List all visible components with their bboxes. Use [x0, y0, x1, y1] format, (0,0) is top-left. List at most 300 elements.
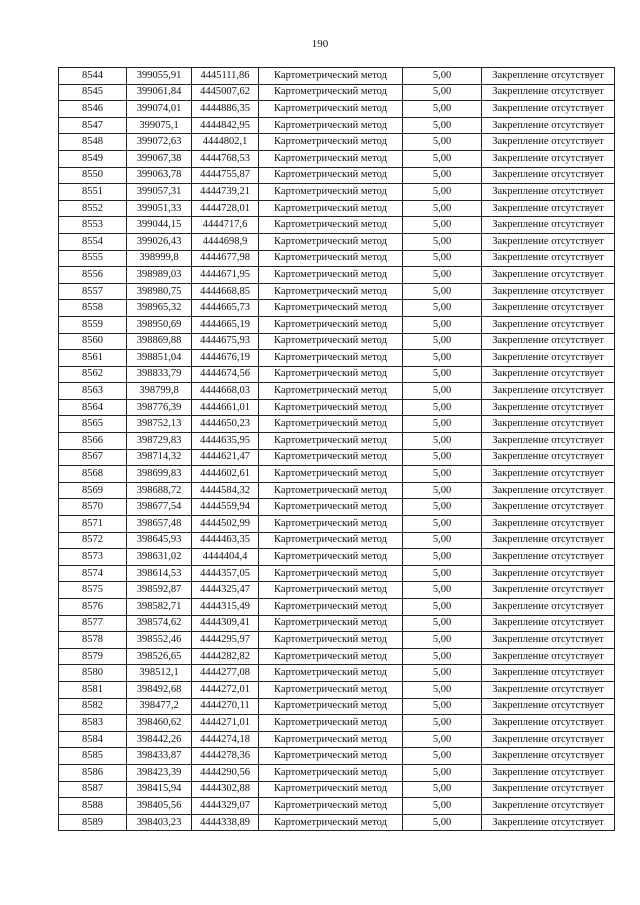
- coordinates-table: [58, 67, 615, 831]
- cell-fixation: Закрепление отсутствует: [482, 416, 615, 433]
- cell-coord-y: 4444338,89: [192, 814, 259, 831]
- table-row: [59, 84, 615, 101]
- cell-method: Картометрический метод: [259, 84, 403, 101]
- cell-method: Картометрический метод: [259, 482, 403, 499]
- cell-coord-y: 4444270,11: [192, 698, 259, 715]
- cell-fixation: Закрепление отсутствует: [482, 167, 615, 184]
- cell-point-number: 8589: [59, 814, 127, 831]
- cell-method: Картометрический метод: [259, 366, 403, 383]
- cell-fixation: Закрепление отсутствует: [482, 250, 615, 267]
- cell-coord-x: 398403,23: [127, 814, 192, 831]
- table-row: [59, 764, 615, 781]
- cell-coord-y: 4444755,87: [192, 167, 259, 184]
- cell-precision: 5,00: [403, 516, 482, 533]
- cell-coord-y: 4444668,03: [192, 383, 259, 400]
- cell-precision: 5,00: [403, 599, 482, 616]
- cell-point-number: 8583: [59, 715, 127, 732]
- cell-point-number: 8578: [59, 632, 127, 649]
- cell-coord-y: 4444675,93: [192, 333, 259, 350]
- cell-fixation: Закрепление отсутствует: [482, 184, 615, 201]
- cell-point-number: 8561: [59, 350, 127, 367]
- cell-coord-y: 4444584,32: [192, 482, 259, 499]
- cell-coord-y: 4444671,95: [192, 267, 259, 284]
- cell-point-number: 8551: [59, 184, 127, 201]
- cell-fixation: Закрепление отсутствует: [482, 150, 615, 167]
- cell-method: Картометрический метод: [259, 565, 403, 582]
- cell-method: Картометрический метод: [259, 300, 403, 317]
- cell-coord-y: 4445007,62: [192, 84, 259, 101]
- cell-precision: 5,00: [403, 499, 482, 516]
- cell-coord-y: 4444886,35: [192, 101, 259, 118]
- table-row: [59, 449, 615, 466]
- cell-precision: 5,00: [403, 184, 482, 201]
- cell-coord-y: 4444728,01: [192, 200, 259, 217]
- cell-coord-y: 4444329,07: [192, 798, 259, 815]
- cell-precision: 5,00: [403, 283, 482, 300]
- cell-method: Картометрический метод: [259, 250, 403, 267]
- cell-point-number: 8582: [59, 698, 127, 715]
- cell-point-number: 8572: [59, 532, 127, 549]
- table-row: [59, 482, 615, 499]
- table-row: [59, 200, 615, 217]
- cell-fixation: Закрепление отсутствует: [482, 466, 615, 483]
- cell-coord-y: 4444802,1: [192, 134, 259, 151]
- table-row: [59, 433, 615, 450]
- page-number: 190: [311, 38, 329, 50]
- cell-precision: 5,00: [403, 101, 482, 118]
- table-row: [59, 814, 615, 831]
- table-row: [59, 150, 615, 167]
- table-row: [59, 549, 615, 566]
- cell-point-number: 8564: [59, 399, 127, 416]
- table-row: [59, 250, 615, 267]
- cell-coord-y: 4444650,23: [192, 416, 259, 433]
- cell-coord-x: 398833,79: [127, 366, 192, 383]
- cell-fixation: Закрепление отсутствует: [482, 648, 615, 665]
- cell-precision: 5,00: [403, 466, 482, 483]
- cell-point-number: 8574: [59, 565, 127, 582]
- cell-fixation: Закрепление отсутствует: [482, 665, 615, 682]
- cell-precision: 5,00: [403, 250, 482, 267]
- table-row: [59, 416, 615, 433]
- cell-precision: 5,00: [403, 781, 482, 798]
- cell-coord-x: 398582,71: [127, 599, 192, 616]
- cell-coord-x: 399072,63: [127, 134, 192, 151]
- cell-point-number: 8573: [59, 549, 127, 566]
- table-row: [59, 516, 615, 533]
- cell-fixation: Закрепление отсутствует: [482, 366, 615, 383]
- cell-coord-x: 398799,8: [127, 383, 192, 400]
- cell-point-number: 8550: [59, 167, 127, 184]
- cell-method: Картометрический метод: [259, 549, 403, 566]
- cell-fixation: Закрепление отсутствует: [482, 582, 615, 599]
- cell-point-number: 8568: [59, 466, 127, 483]
- cell-fixation: Закрепление отсутствует: [482, 217, 615, 234]
- cell-precision: 5,00: [403, 333, 482, 350]
- cell-fixation: Закрепление отсутствует: [482, 632, 615, 649]
- cell-method: Картометрический метод: [259, 764, 403, 781]
- cell-point-number: 8584: [59, 731, 127, 748]
- cell-coord-x: 398950,69: [127, 316, 192, 333]
- cell-precision: 5,00: [403, 582, 482, 599]
- cell-coord-y: 4444463,35: [192, 532, 259, 549]
- cell-method: Картометрический метод: [259, 532, 403, 549]
- cell-coord-y: 4444357,05: [192, 565, 259, 582]
- cell-coord-y: 4444677,98: [192, 250, 259, 267]
- cell-coord-x: 398752,13: [127, 416, 192, 433]
- cell-method: Картометрический метод: [259, 814, 403, 831]
- cell-fixation: Закрепление отсутствует: [482, 399, 615, 416]
- cell-point-number: 8560: [59, 333, 127, 350]
- cell-method: Картометрический метод: [259, 134, 403, 151]
- table-row: [59, 233, 615, 250]
- cell-precision: 5,00: [403, 814, 482, 831]
- cell-coord-y: 4444665,73: [192, 300, 259, 317]
- cell-fixation: Закрепление отсутствует: [482, 134, 615, 151]
- cell-precision: 5,00: [403, 764, 482, 781]
- cell-method: Картометрический метод: [259, 582, 403, 599]
- cell-fixation: Закрепление отсутствует: [482, 565, 615, 582]
- cell-precision: 5,00: [403, 167, 482, 184]
- cell-fixation: Закрепление отсутствует: [482, 433, 615, 450]
- cell-point-number: 8545: [59, 84, 127, 101]
- cell-point-number: 8552: [59, 200, 127, 217]
- cell-coord-x: 398851,04: [127, 350, 192, 367]
- table-row: [59, 748, 615, 765]
- cell-coord-x: 398512,1: [127, 665, 192, 682]
- cell-precision: 5,00: [403, 84, 482, 101]
- table-row: [59, 632, 615, 649]
- cell-coord-y: 4445111,86: [192, 68, 259, 85]
- cell-method: Картометрический метод: [259, 233, 403, 250]
- cell-fixation: Закрепление отсутствует: [482, 383, 615, 400]
- cell-method: Картометрический метод: [259, 599, 403, 616]
- cell-precision: 5,00: [403, 416, 482, 433]
- table-row: [59, 383, 615, 400]
- cell-coord-x: 399057,31: [127, 184, 192, 201]
- table-row: [59, 715, 615, 732]
- cell-coord-x: 398729,83: [127, 433, 192, 450]
- cell-precision: 5,00: [403, 681, 482, 698]
- cell-coord-y: 4444315,49: [192, 599, 259, 616]
- table-row: [59, 167, 615, 184]
- cell-coord-y: 4444768,53: [192, 150, 259, 167]
- cell-method: Картометрический метод: [259, 798, 403, 815]
- cell-coord-x: 398477,2: [127, 698, 192, 715]
- cell-coord-x: 398677,54: [127, 499, 192, 516]
- cell-method: Картометрический метод: [259, 416, 403, 433]
- table-row: [59, 350, 615, 367]
- cell-fixation: Закрепление отсутствует: [482, 233, 615, 250]
- cell-coord-x: 398980,75: [127, 283, 192, 300]
- table-row: [59, 648, 615, 665]
- cell-method: Картометрический метод: [259, 350, 403, 367]
- table-row: [59, 101, 615, 118]
- cell-fixation: Закрепление отсутствует: [482, 300, 615, 317]
- cell-fixation: Закрепление отсутствует: [482, 798, 615, 815]
- cell-coord-x: 398999,8: [127, 250, 192, 267]
- cell-point-number: 8557: [59, 283, 127, 300]
- cell-point-number: 8571: [59, 516, 127, 533]
- cell-precision: 5,00: [403, 233, 482, 250]
- cell-fixation: Закрепление отсутствует: [482, 350, 615, 367]
- cell-point-number: 8555: [59, 250, 127, 267]
- cell-coord-y: 4444661,01: [192, 399, 259, 416]
- table-row: [59, 217, 615, 234]
- cell-point-number: 8556: [59, 267, 127, 284]
- cell-method: Картометрический метод: [259, 698, 403, 715]
- cell-fixation: Закрепление отсутствует: [482, 68, 615, 85]
- cell-precision: 5,00: [403, 449, 482, 466]
- cell-coord-x: 398442,26: [127, 731, 192, 748]
- cell-method: Картометрический метод: [259, 499, 403, 516]
- cell-fixation: Закрепление отсутствует: [482, 764, 615, 781]
- cell-fixation: Закрепление отсутствует: [482, 681, 615, 698]
- cell-method: Картометрический метод: [259, 283, 403, 300]
- table-row: [59, 134, 615, 151]
- cell-point-number: 8553: [59, 217, 127, 234]
- cell-method: Картометрический метод: [259, 150, 403, 167]
- cell-coord-y: 4444842,95: [192, 117, 259, 134]
- cell-fixation: Закрепление отсутствует: [482, 698, 615, 715]
- cell-coord-y: 4444272,01: [192, 681, 259, 698]
- cell-coord-x: 399061,84: [127, 84, 192, 101]
- cell-point-number: 8579: [59, 648, 127, 665]
- cell-fixation: Закрепление отсутствует: [482, 84, 615, 101]
- cell-method: Картометрический метод: [259, 748, 403, 765]
- cell-precision: 5,00: [403, 300, 482, 317]
- cell-method: Картометрический метод: [259, 117, 403, 134]
- table-row: [59, 333, 615, 350]
- cell-method: Картометрический метод: [259, 433, 403, 450]
- cell-point-number: 8569: [59, 482, 127, 499]
- cell-fixation: Закрепление отсутствует: [482, 715, 615, 732]
- cell-coord-x: 398433,87: [127, 748, 192, 765]
- cell-coord-x: 398714,32: [127, 449, 192, 466]
- cell-precision: 5,00: [403, 150, 482, 167]
- cell-fixation: Закрепление отсутствует: [482, 267, 615, 284]
- table-row: [59, 582, 615, 599]
- cell-coord-y: 4444325,47: [192, 582, 259, 599]
- cell-coord-y: 4444282,82: [192, 648, 259, 665]
- cell-fixation: Закрепление отсутствует: [482, 731, 615, 748]
- cell-method: Картометрический метод: [259, 217, 403, 234]
- cell-precision: 5,00: [403, 350, 482, 367]
- cell-method: Картометрический метод: [259, 781, 403, 798]
- cell-fixation: Закрепление отсутствует: [482, 781, 615, 798]
- cell-point-number: 8577: [59, 615, 127, 632]
- cell-coord-x: 399051,33: [127, 200, 192, 217]
- cell-method: Картометрический метод: [259, 731, 403, 748]
- cell-precision: 5,00: [403, 316, 482, 333]
- cell-precision: 5,00: [403, 715, 482, 732]
- cell-precision: 5,00: [403, 267, 482, 284]
- cell-precision: 5,00: [403, 134, 482, 151]
- cell-coord-y: 4444277,08: [192, 665, 259, 682]
- cell-coord-x: 399074,01: [127, 101, 192, 118]
- cell-coord-y: 4444698,9: [192, 233, 259, 250]
- cell-precision: 5,00: [403, 399, 482, 416]
- cell-coord-x: 399063,78: [127, 167, 192, 184]
- cell-coord-y: 4444295,97: [192, 632, 259, 649]
- cell-coord-x: 398699,83: [127, 466, 192, 483]
- cell-method: Картометрический метод: [259, 648, 403, 665]
- cell-coord-y: 4444404,4: [192, 549, 259, 566]
- cell-method: Картометрический метод: [259, 399, 403, 416]
- cell-coord-y: 4444274,18: [192, 731, 259, 748]
- cell-method: Картометрический метод: [259, 516, 403, 533]
- coordinates-table-body: [59, 68, 615, 831]
- cell-point-number: 8547: [59, 117, 127, 134]
- cell-fixation: Закрепление отсутствует: [482, 599, 615, 616]
- cell-method: Картометрический метод: [259, 316, 403, 333]
- cell-point-number: 8575: [59, 582, 127, 599]
- cell-fixation: Закрепление отсутствует: [482, 516, 615, 533]
- cell-method: Картометрический метод: [259, 200, 403, 217]
- cell-point-number: 8562: [59, 366, 127, 383]
- cell-method: Картометрический метод: [259, 681, 403, 698]
- cell-fixation: Закрепление отсутствует: [482, 482, 615, 499]
- cell-fixation: Закрепление отсутствует: [482, 814, 615, 831]
- cell-method: Картометрический метод: [259, 715, 403, 732]
- cell-precision: 5,00: [403, 549, 482, 566]
- cell-coord-x: 398688,72: [127, 482, 192, 499]
- cell-precision: 5,00: [403, 217, 482, 234]
- cell-precision: 5,00: [403, 366, 482, 383]
- cell-coord-y: 4444621,47: [192, 449, 259, 466]
- cell-coord-y: 4444278,36: [192, 748, 259, 765]
- cell-precision: 5,00: [403, 383, 482, 400]
- cell-coord-x: 398415,94: [127, 781, 192, 798]
- cell-method: Картометрический метод: [259, 167, 403, 184]
- table-row: [59, 466, 615, 483]
- cell-coord-y: 4444502,99: [192, 516, 259, 533]
- cell-point-number: 8565: [59, 416, 127, 433]
- cell-point-number: 8546: [59, 101, 127, 118]
- cell-point-number: 8559: [59, 316, 127, 333]
- cell-precision: 5,00: [403, 482, 482, 499]
- cell-fixation: Закрепление отсутствует: [482, 283, 615, 300]
- table-row: [59, 565, 615, 582]
- cell-point-number: 8585: [59, 748, 127, 765]
- cell-point-number: 8549: [59, 150, 127, 167]
- cell-coord-y: 4444635,95: [192, 433, 259, 450]
- cell-point-number: 8580: [59, 665, 127, 682]
- cell-fixation: Закрепление отсутствует: [482, 200, 615, 217]
- cell-method: Картометрический метод: [259, 184, 403, 201]
- cell-coord-y: 4444676,19: [192, 350, 259, 367]
- cell-method: Картометрический метод: [259, 665, 403, 682]
- cell-coord-x: 398526,65: [127, 648, 192, 665]
- cell-point-number: 8570: [59, 499, 127, 516]
- cell-precision: 5,00: [403, 565, 482, 582]
- cell-coord-y: 4444717,6: [192, 217, 259, 234]
- table-row: [59, 665, 615, 682]
- cell-precision: 5,00: [403, 615, 482, 632]
- table-row: [59, 267, 615, 284]
- cell-coord-y: 4444739,21: [192, 184, 259, 201]
- cell-method: Картометрический метод: [259, 383, 403, 400]
- cell-coord-y: 4444290,56: [192, 764, 259, 781]
- cell-coord-x: 398776,39: [127, 399, 192, 416]
- cell-precision: 5,00: [403, 665, 482, 682]
- cell-point-number: 8558: [59, 300, 127, 317]
- table-row: [59, 798, 615, 815]
- cell-point-number: 8544: [59, 68, 127, 85]
- cell-fixation: Закрепление отсутствует: [482, 333, 615, 350]
- table-row: [59, 615, 615, 632]
- table-row: [59, 599, 615, 616]
- cell-coord-x: 398989,03: [127, 267, 192, 284]
- cell-method: Картометрический метод: [259, 267, 403, 284]
- cell-fixation: Закрепление отсутствует: [482, 316, 615, 333]
- cell-coord-y: 4444602,61: [192, 466, 259, 483]
- cell-coord-x: 399044,15: [127, 217, 192, 234]
- cell-coord-x: 398552,46: [127, 632, 192, 649]
- cell-coord-x: 398631,02: [127, 549, 192, 566]
- cell-coord-y: 4444559,94: [192, 499, 259, 516]
- cell-coord-x: 398965,32: [127, 300, 192, 317]
- cell-coord-x: 398460,62: [127, 715, 192, 732]
- cell-precision: 5,00: [403, 433, 482, 450]
- cell-point-number: 8581: [59, 681, 127, 698]
- cell-method: Картометрический метод: [259, 68, 403, 85]
- cell-coord-x: 398645,93: [127, 532, 192, 549]
- cell-coord-y: 4444665,19: [192, 316, 259, 333]
- cell-precision: 5,00: [403, 731, 482, 748]
- cell-precision: 5,00: [403, 632, 482, 649]
- table-row: [59, 316, 615, 333]
- table-row: [59, 532, 615, 549]
- cell-precision: 5,00: [403, 798, 482, 815]
- cell-precision: 5,00: [403, 698, 482, 715]
- cell-coord-x: 398405,56: [127, 798, 192, 815]
- cell-fixation: Закрепление отсутствует: [482, 532, 615, 549]
- cell-fixation: Закрепление отсутствует: [482, 449, 615, 466]
- cell-method: Картометрический метод: [259, 615, 403, 632]
- table-row: [59, 300, 615, 317]
- cell-fixation: Закрепление отсутствует: [482, 499, 615, 516]
- cell-point-number: 8566: [59, 433, 127, 450]
- table-row: [59, 117, 615, 134]
- cell-point-number: 8548: [59, 134, 127, 151]
- cell-method: Картометрический метод: [259, 101, 403, 118]
- cell-coord-x: 399075,1: [127, 117, 192, 134]
- cell-coord-x: 398869,88: [127, 333, 192, 350]
- table-row: [59, 68, 615, 85]
- cell-point-number: 8576: [59, 599, 127, 616]
- table-row: [59, 283, 615, 300]
- cell-coord-y: 4444674,56: [192, 366, 259, 383]
- table-row: [59, 499, 615, 516]
- table-row: [59, 781, 615, 798]
- cell-fixation: Закрепление отсутствует: [482, 748, 615, 765]
- table-row: [59, 698, 615, 715]
- cell-coord-x: 398614,53: [127, 565, 192, 582]
- cell-precision: 5,00: [403, 117, 482, 134]
- cell-point-number: 8587: [59, 781, 127, 798]
- cell-precision: 5,00: [403, 200, 482, 217]
- cell-coord-x: 398492,68: [127, 681, 192, 698]
- cell-coord-x: 399055,91: [127, 68, 192, 85]
- cell-point-number: 8554: [59, 233, 127, 250]
- cell-fixation: Закрепление отсутствует: [482, 101, 615, 118]
- cell-point-number: 8567: [59, 449, 127, 466]
- cell-method: Картометрический метод: [259, 333, 403, 350]
- table-row: [59, 184, 615, 201]
- table-row: [59, 366, 615, 383]
- cell-coord-x: 399026,43: [127, 233, 192, 250]
